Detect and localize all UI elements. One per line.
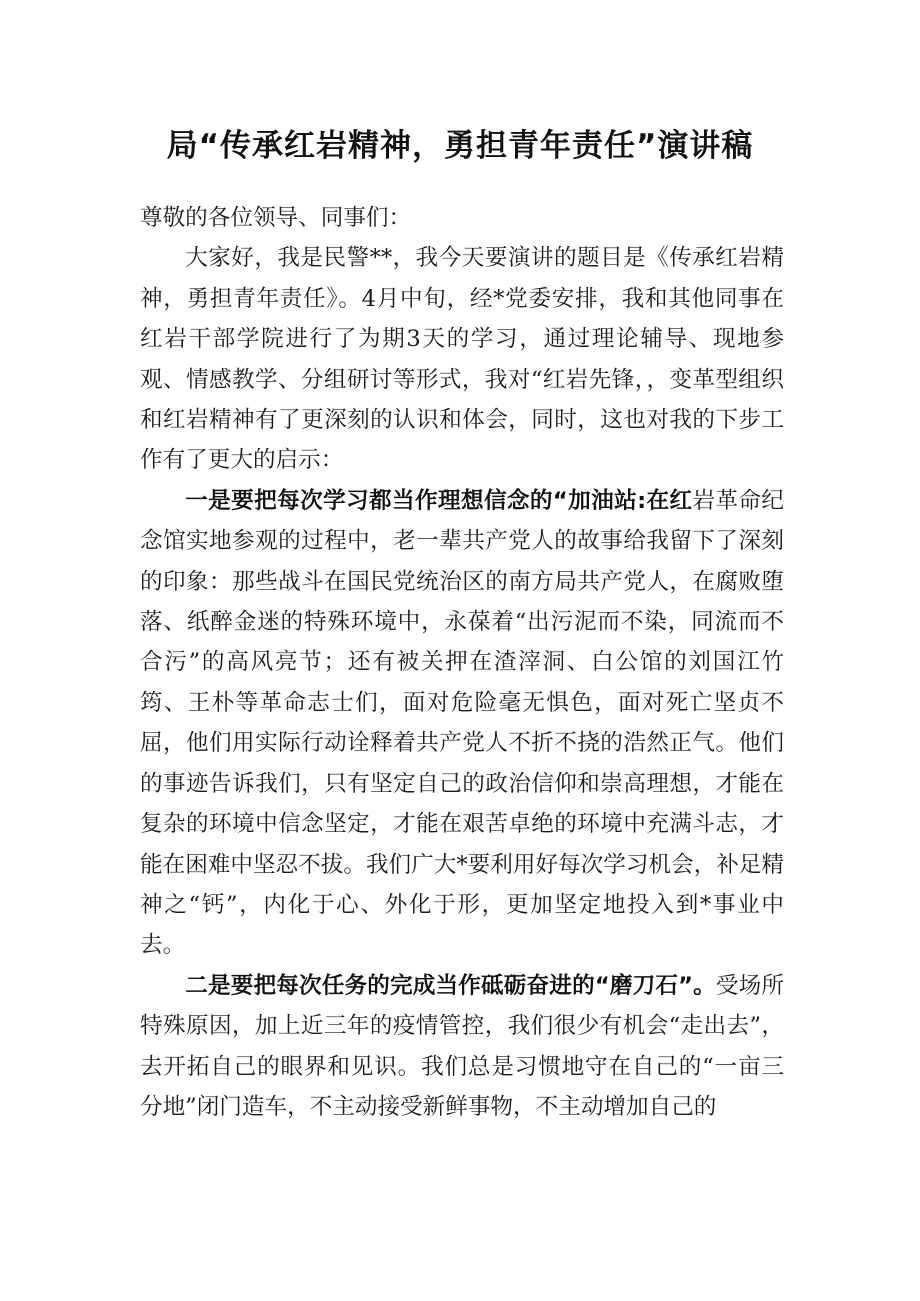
paragraph-point-one-text: 岩革命纪念馆实地参观的过程中，老一辈共产党人的故事给我留下了深刻的印象：那些战斗在国民党统治区的南方局共产党人，在腐败堕落、纸醉金迷的特殊环境中，永葆着“出污泥而不染，同流而不合污”的高风亮节；还有被关押在渣滓洞、白公馆的刘国江竹筠、王朴等革命志士们，面对危险毫无惧色，面对死亡坚贞不屈，他们用实际行动诠释着共产党人不折不挠的浩然正气。他们的事迹告诉我们，只有坚定自己的政治信仰和崇高理想，才能在复杂的环境中信念坚定，才能在艰苦卓绝的环境中充满斗志，才能在困难中坚忍不拔。我们广大*要利用好每次学习机会，补足精神之“钙”，内化于心、外化于形，更加坚定地投入到*事业中去。 — [140, 487, 785, 959]
paragraph-point-one-lead: 一是要把每次学习都当作理想信念的“加油站:在红 — [185, 487, 693, 514]
document-title: 局“传承红岩精神，勇担青年责任”演讲稿 — [166, 128, 754, 164]
paragraph-point-one — [140, 481, 784, 966]
salutation: 尊敬的各位领导、同事们： — [140, 205, 412, 231]
paragraph-point-two-text: 受场所特殊原因，加上近三年的疫情管控，我们很少有机会“走出去”，去开拓自己的眼界和见识。我们总是习惯地守在自己的“一亩三分地”闭门造车，不主动接受新鲜事物，不主动增加自己的 — [140, 972, 784, 1120]
paragraph-point-two-lead: 二是要把每次任务的完成当作砥砺奋进的“磨刀石”。 — [185, 972, 716, 999]
paragraph-intro-text: 大家好，我是民警**，我今天要演讲的题目是《传承红岩精神，勇担青年责任》。4月中旬，经*党委安排，我和其他同事在红岩干部学院进行了为期3天的学习，通过理论辅导、现地参观、情感教学、分组研讨等形式，我对“红岩先锋，，变革型组织和红岩精神有了更深刻的认识和体会，同时，这也对我的下步工作有了更大的启示： — [140, 245, 784, 474]
document-body — [140, 198, 784, 1127]
paragraph-intro — [140, 238, 784, 480]
paragraph-point-two — [140, 966, 784, 1128]
